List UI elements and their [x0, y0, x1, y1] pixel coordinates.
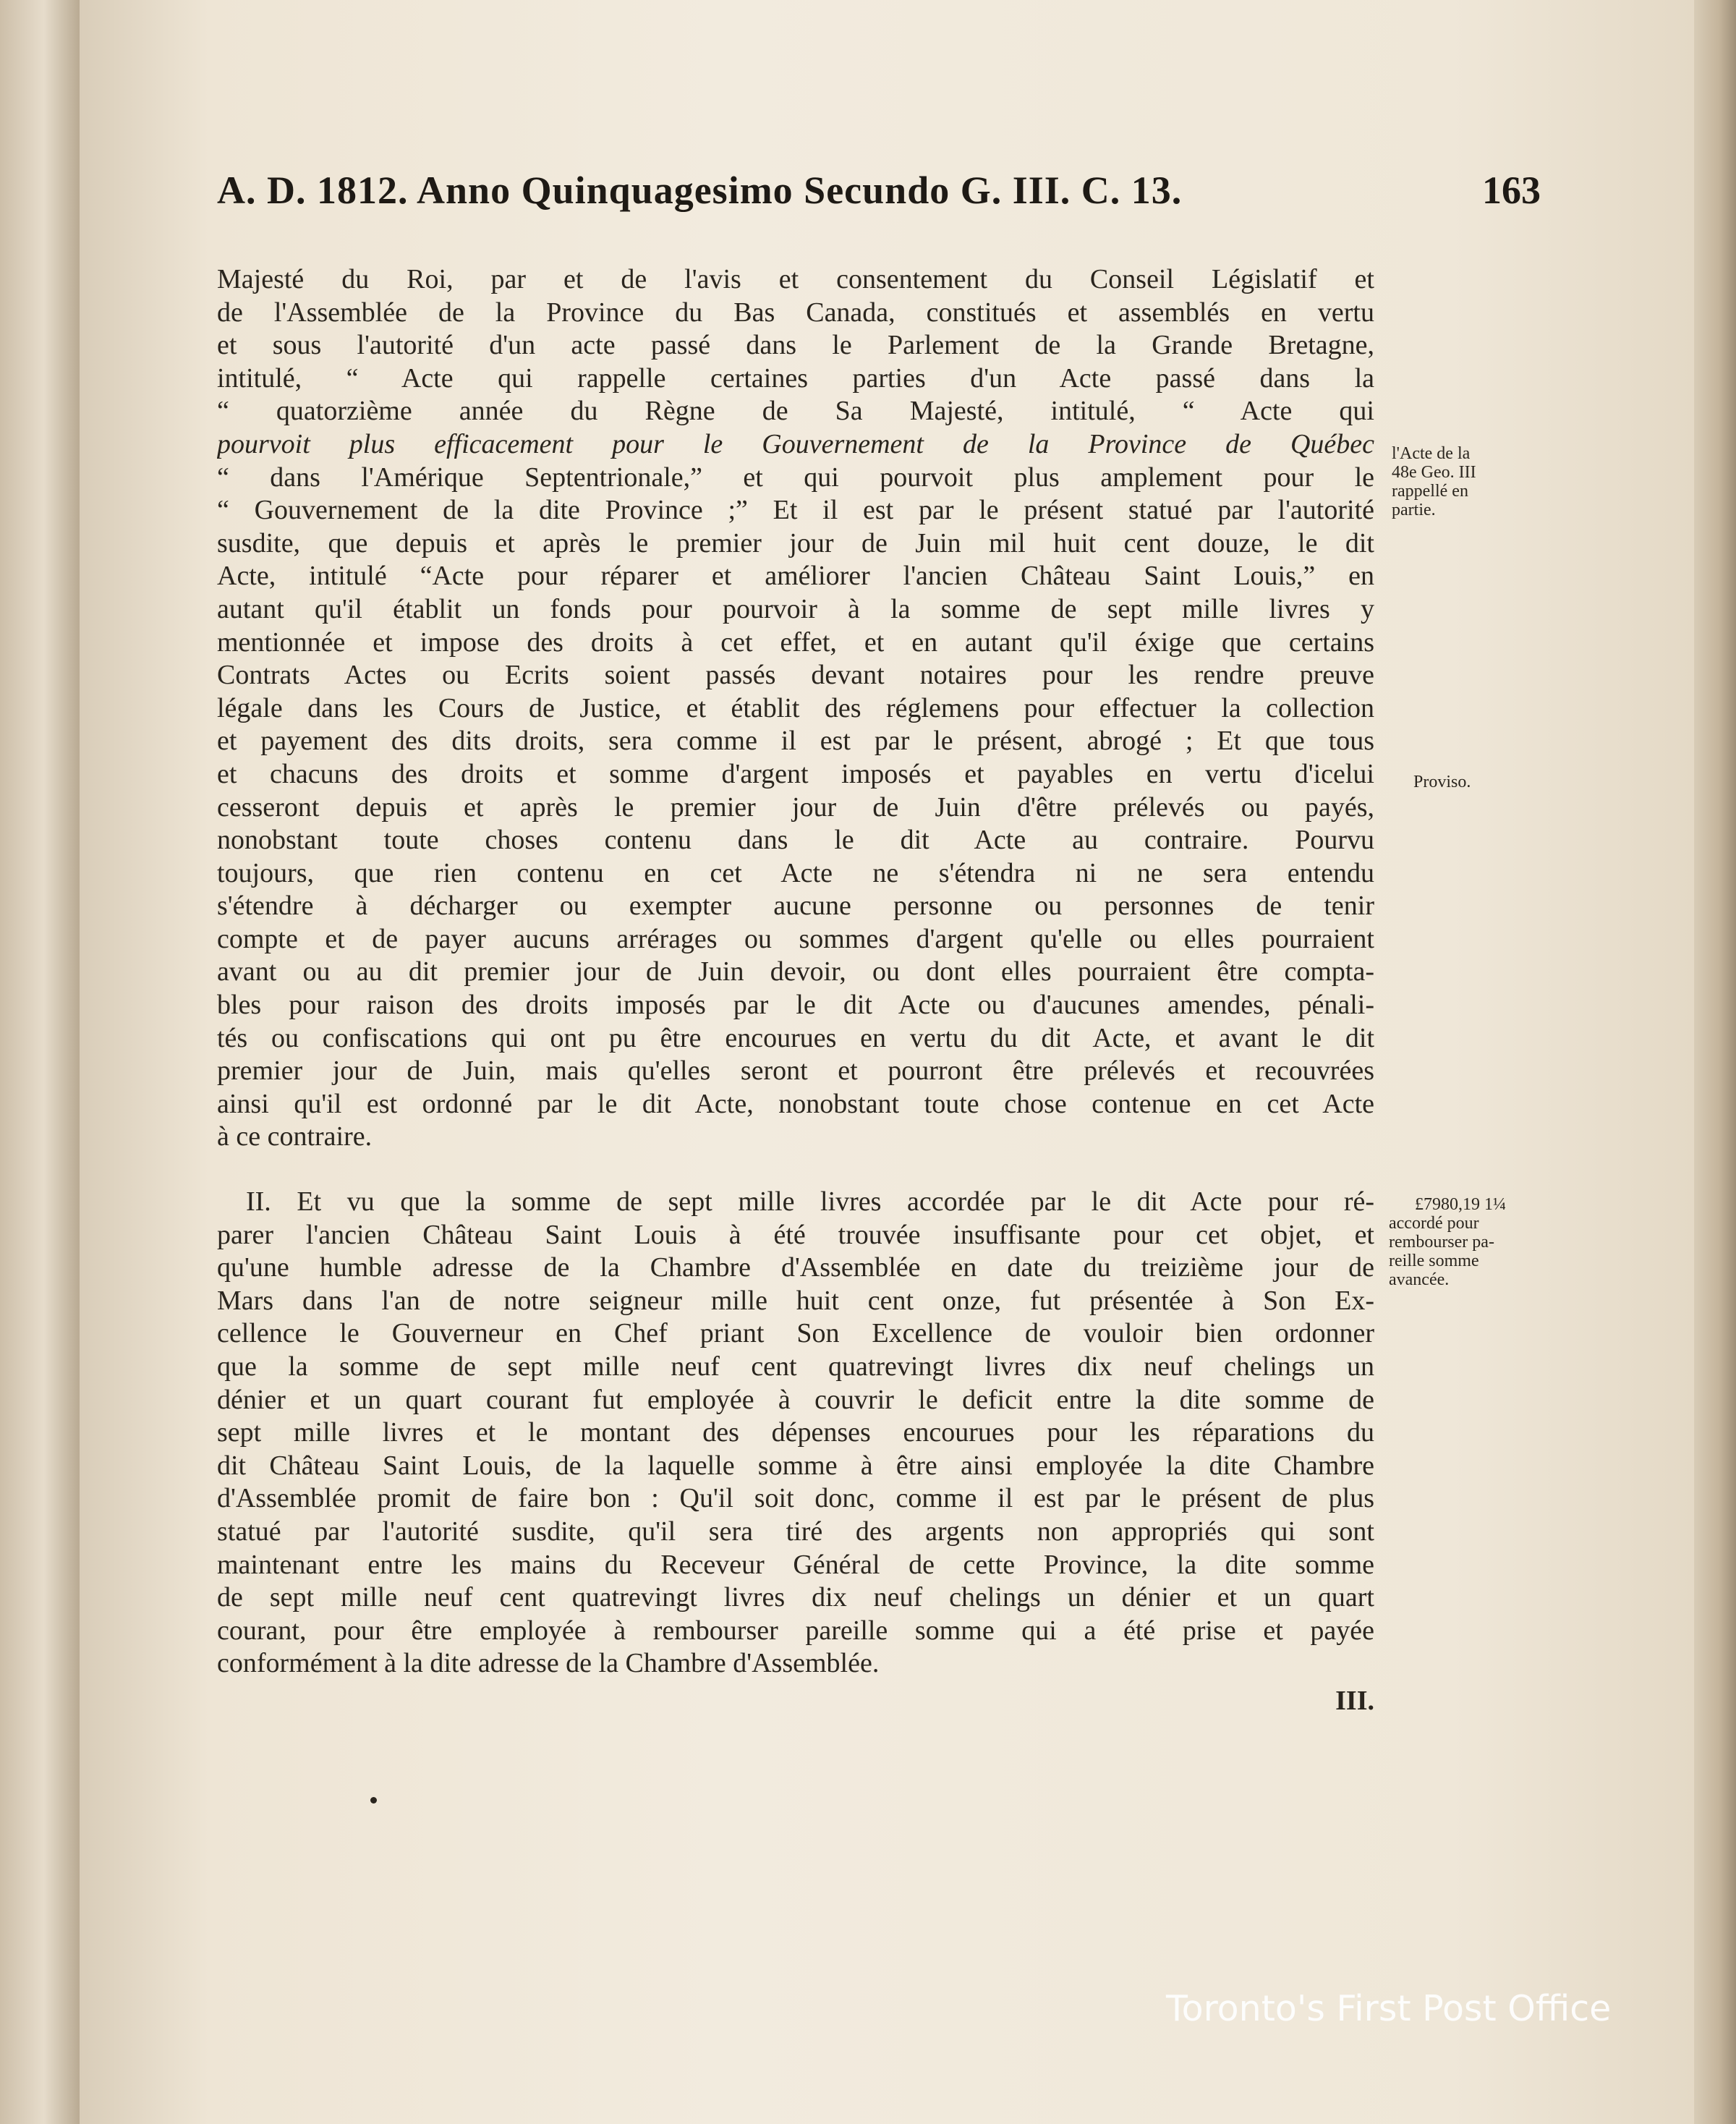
note-line: £7980,19 1¼ — [1415, 1195, 1506, 1214]
note-line: l'Acte de la — [1392, 444, 1471, 463]
text-line: légale dans les Cours de Justice, et établit des réglemens pour effectuer la collection — [217, 692, 1374, 723]
text-line: pourvoit plus efficacement pour le Gouvernement de la Province de Québec — [217, 428, 1374, 459]
text-line: Contrats Actes ou Ecrits soient passés devant notaires pour les rendre preuve — [217, 660, 1374, 691]
text-line: intitulé, “ Acte qui rappelle certaines parties d'un Acte passé dans la — [217, 362, 1374, 394]
text-line: cellence le Gouverneur en Chef priant Son Excellence de vouloir bien ordonner — [217, 1318, 1374, 1349]
text-line: sept mille livres et le montant des dépenses encourues pour les réparations du — [217, 1417, 1374, 1448]
text-line: statué par l'autorité susdite, qu'il sera tiré des argents non appropriés qui sont — [217, 1516, 1374, 1547]
statute-text — [217, 263, 1374, 1718]
text-line: et sous l'autorité d'un acte passé dans le Parlement de la Grande Bretagne, — [217, 330, 1374, 361]
margin-note-proviso — [1413, 773, 1558, 791]
text-line: Acte, intitulé “Acte pour réparer et améliorer l'ancien Château Saint Louis,” en — [217, 561, 1374, 592]
text-line: maintenant entre les mains du Receveur Général de cette Province, la dite somme — [217, 1549, 1374, 1580]
note-line: accordé pour — [1389, 1214, 1479, 1233]
text-line: autant qu'il établit un fonds pour pourvoir à la somme de sept mille livres y — [217, 593, 1374, 624]
text-line: s'étendre à décharger ou exempter aucune personne ou personnes de tenir — [217, 891, 1374, 922]
text-line: bles pour raison des droits imposés par le dit Acte ou d'aucunes amendes, pénali- — [217, 990, 1374, 1021]
text-line: cesseront depuis et après le premier jour de Juin d'être prélevés ou payés, — [217, 791, 1374, 823]
text-line: premier jour de Juin, mais qu'elles seront et pourront être prélevés et recouvrées — [217, 1055, 1374, 1087]
ink-dot — [370, 1797, 377, 1804]
catchword: III. — [1335, 1685, 1374, 1716]
text-line: nonobstant toute choses contenu dans le dit Acte au contraire. Pourvu — [217, 825, 1374, 856]
text-line: Mars dans l'an de notre seigneur mille huit cent onze, fut présentée à Son Ex- — [217, 1285, 1374, 1316]
note-line: reille somme — [1389, 1252, 1479, 1270]
note-line: rembourser pa- — [1389, 1233, 1494, 1252]
text-line: et chacuns des droits et somme d'argent imposés et payables en vertu d'icelui — [217, 758, 1374, 789]
text-line: ainsi qu'il est ordonné par le dit Acte, nonobstant toute chose contenue en cet Acte — [217, 1088, 1374, 1119]
text-line: susdite, que depuis et après le premier jour de Juin mil huit cent douze, le dit — [217, 527, 1374, 558]
text-line: mentionnée et impose des droits à cet effet, et en autant qu'il éxige que certains — [217, 626, 1374, 658]
note-line: partie. — [1392, 501, 1436, 519]
text-line: que la somme de sept mille neuf cent quatrevingt livres dix neuf chelings un — [217, 1351, 1374, 1382]
running-header — [217, 168, 1541, 226]
text-line: Majesté du Roi, par et de l'avis et consentement du Conseil Législatif et — [217, 264, 1374, 294]
text-line: parer l'ancien Château Saint Louis à été trouvée insuffisante pour cet objet, et — [217, 1219, 1374, 1250]
text-line: “ quatorzième année du Règne de Sa Majesté, intitulé, “ Acte qui — [217, 396, 1374, 427]
text-line: conformément à la dite adresse de la Chambre d'Assemblée. — [217, 1648, 880, 1679]
note-line: 48e Geo. III — [1392, 463, 1476, 482]
text-line: “ dans l'Amérique Septentrionale,” et qui pourvoit plus amplement pour le — [217, 462, 1374, 493]
page-edge — [1694, 0, 1736, 2124]
text-line: avant ou au dit premier jour de Juin devoir, ou dont elles pourraient être compta- — [217, 956, 1374, 987]
paragraph-gap — [217, 1154, 1374, 1186]
text-line: qu'une humble adresse de la Chambre d'Assemblée en date du treizième jour de — [217, 1252, 1374, 1283]
text-line: tés ou confiscations qui ont pu être encourues en vertu du dit Acte, et avant le dit — [217, 1022, 1374, 1053]
text-line: à ce contraire. — [217, 1121, 373, 1152]
text-line: courant, pour être employée à rembourser pareille somme qui a été prise et payée — [217, 1615, 1374, 1646]
margin-note-repeal — [1392, 444, 1536, 519]
book-spine — [0, 0, 80, 2124]
page-number: 163 — [1482, 169, 1541, 212]
margin-note-sum — [1389, 1195, 1533, 1289]
text-line: et payement des dits droits, sera comme il est par le présent, abrogé ; Et que tous — [217, 726, 1374, 757]
text-line: dit Château Saint Louis, de la laquelle somme à être ainsi employée la dite Chambre — [217, 1450, 1374, 1481]
text-line: compte et de payer aucuns arrérages ou sommes d'argent qu'elle ou elles pourraient — [217, 923, 1374, 954]
text-line: toujours, que rien contenu en cet Acte ne s'étendra ni ne sera entendu — [217, 857, 1374, 888]
text-line: de sept mille neuf cent quatrevingt livres dix neuf chelings un dénier et un quart — [217, 1582, 1374, 1613]
header-title: A. D. 1812. Anno Quinquagesimo Secundo G. III. C. 13. — [217, 169, 1183, 212]
note-line: Proviso. — [1413, 773, 1471, 791]
text-line: d'Assemblée promit de faire bon : Qu'il soit donc, comme il est par le présent de plus — [217, 1483, 1374, 1514]
paragraph-1 — [217, 263, 1374, 1154]
paragraph-2 — [217, 1186, 1374, 1681]
text-line: “ Gouvernement de la dite Province ;” Et il est par le présent statué par l'autorité — [217, 495, 1374, 526]
text-line: dénier et un quart courant fut employée à couvrir le deficit entre la dite somme de — [217, 1384, 1374, 1415]
text-line: de l'Assemblée de la Province du Bas Canada, constitués et assemblés en vertu — [217, 297, 1374, 328]
watermark: Toronto's First Post Office — [1166, 1988, 1612, 2029]
note-line: avancée. — [1389, 1270, 1450, 1289]
text-line: II. Et vu que la somme de sept mille livres accordée par le dit Acte pour ré- — [246, 1186, 1374, 1218]
note-line: rappellé en — [1392, 482, 1468, 501]
